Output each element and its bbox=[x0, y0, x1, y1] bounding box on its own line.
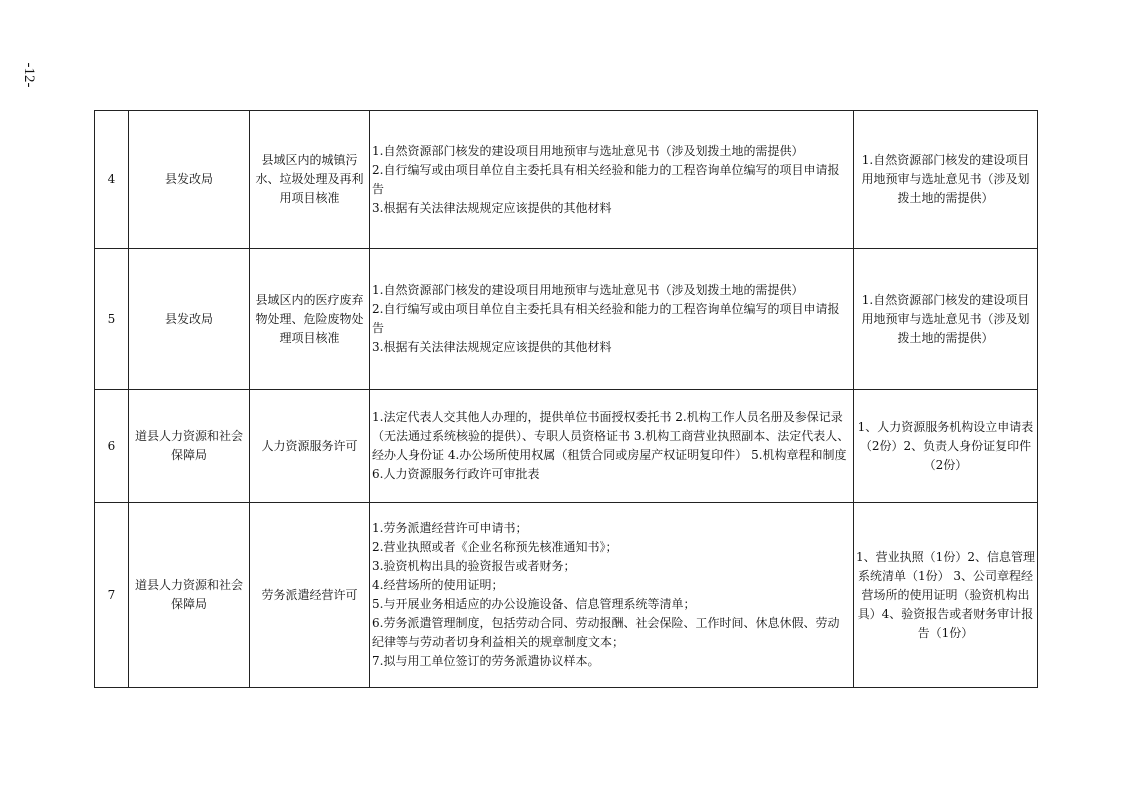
material-line: 1.法定代表人交其他人办理的，提供单位书面授权委托书 2.机构工作人员名册及参保记录（无法通过系统核验的提供）、专职人员资格证书 3.机构工商营业执照副本、法定代表人、经办人身份证 4.办公场所使用权属（租赁合同或房屋产权证明复印件） 5.机构章程和制度 bbox=[372, 410, 850, 462]
table-row bbox=[95, 390, 1038, 503]
row-number: 5 bbox=[95, 249, 129, 390]
material-line: 1.自然资源部门核发的建设项目用地预审与选址意见书（涉及划拨土地的需提供） bbox=[372, 143, 804, 158]
department: 道县人力资源和社会保障局 bbox=[129, 390, 250, 503]
material-line: 3.验资机构出具的验资报告或者财务； bbox=[372, 559, 576, 573]
material-line: 5.与开展业务相适应的办公设施设备、信息管理系统等清单； bbox=[372, 597, 696, 611]
table-row bbox=[95, 249, 1038, 390]
approval-items-table bbox=[94, 110, 1038, 688]
shared-materials: 1.自然资源部门核发的建设项目用地预审与选址意见书（涉及划拨土地的需提供） bbox=[854, 249, 1038, 390]
approval-item: 人力资源服务许可 bbox=[250, 390, 370, 503]
required-materials bbox=[370, 390, 854, 503]
row-number: 4 bbox=[95, 111, 129, 249]
material-line: 6.劳务派遣管理制度，包括劳动合同、劳动报酬、社会保险、工作时间、休息休假、劳动纪律等与劳动者切身利益相关的规章制度文本； bbox=[372, 616, 840, 649]
material-line: 1.劳务派遣经营许可申请书； bbox=[372, 521, 528, 535]
shared-materials: 1.自然资源部门核发的建设项目用地预审与选址意见书（涉及划拨土地的需提供） bbox=[854, 111, 1038, 249]
row-number: 7 bbox=[95, 503, 129, 688]
material-line: 7.拟与用工单位签订的劳务派遣协议样本。 bbox=[372, 654, 600, 668]
department: 县发改局 bbox=[129, 249, 250, 390]
material-line: 3.根据有关法律法规规定应该提供的其他材料 bbox=[372, 340, 612, 354]
material-line: 3.根据有关法律法规规定应该提供的其他材料 bbox=[372, 200, 612, 215]
material-line: 4.经营场所的使用证明； bbox=[372, 578, 504, 592]
table-row bbox=[95, 503, 1038, 688]
approval-item: 县域区内的医疗废弃物处理、危险废物处理项目核准 bbox=[250, 249, 370, 390]
required-materials bbox=[370, 503, 854, 688]
material-line: 2.营业执照或者《企业名称预先核准通知书》； bbox=[372, 540, 618, 554]
approval-item: 县域区内的城镇污水、垃圾处理及再利用项目核准 bbox=[250, 111, 370, 249]
department: 道县人力资源和社会保障局 bbox=[129, 503, 250, 688]
material-line: 2.自行编写或由项目单位自主委托具有相关经验和能力的工程咨询单位编写的项目申请报告 bbox=[372, 162, 840, 196]
shared-materials: 1、人力资源服务机构设立申请表（2份）2、负责人身份证复印件（2份） bbox=[854, 390, 1038, 503]
page-number: -12- bbox=[21, 62, 38, 88]
table-row bbox=[95, 111, 1038, 249]
required-materials bbox=[370, 249, 854, 390]
required-materials bbox=[370, 111, 854, 249]
row-number: 6 bbox=[95, 390, 129, 503]
approval-item: 劳务派遣经营许可 bbox=[250, 503, 370, 688]
department: 县发改局 bbox=[129, 111, 250, 249]
material-line: 2.自行编写或由项目单位自主委托具有相关经验和能力的工程咨询单位编写的项目申请报告 bbox=[372, 302, 840, 335]
shared-materials: 1、营业执照（1份）2、信息管理系统清单（1份） 3、公司章程经营场所的使用证明（验资机构出具）4、验资报告或者财务审计报告（1份） bbox=[854, 503, 1038, 688]
material-line: 6.人力资源服务行政许可审批表 bbox=[372, 467, 540, 481]
material-line: 1.自然资源部门核发的建设项目用地预审与选址意见书（涉及划拨土地的需提供） bbox=[372, 283, 804, 297]
